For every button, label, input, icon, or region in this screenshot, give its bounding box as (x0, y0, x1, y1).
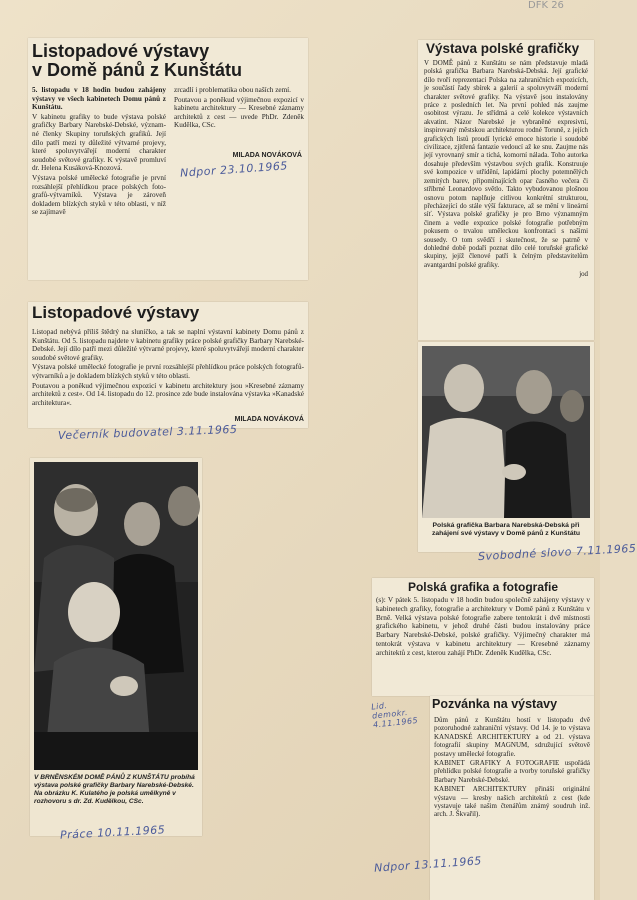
clip3-photo (34, 462, 198, 770)
clip2-author: MILADA NOVÁKOVÁ (234, 416, 304, 423)
clip1-column-2 (174, 86, 304, 162)
clipping-photo-prace (30, 458, 202, 836)
clip4-p1: V DOMĚ pánů z Kunštátu se nám představuje mladá polská grafička Barbara Narebská-Debská. Její grafické dílo tvoří reprezentaci Polska na zahraničních expozicích, je součástí řady sbírek a galerií a spoluvytváří moderní charakter světové grafiky. Na výstavě jsou instalovány práce z posledních let. Na první pohled nás zaujme osobitost výrazu. Je střídmá a celé kolekce výstavních akvatint. Názor Narebské je vybraněné expresivní, inspirovaný městskou architekturou rodné Toruně, z jejích grafických listů proudí lyrické emoce historie i soudobé civilizace, zjitřená fantazie vedoucí až ke snu. Zaujme nás její vyrovnaný smír a tichá, komorní nálada. Toho autorka dosahuje především výstavbou svých grafik. Konstruuje své kompozice v utřídění, lapidární plochy potemnělých zemitých barev, připomínajících opar časného večera či stříbrné Leonardovo světlo. Takto vybudovanou plošnou osnovu potom naplňuje citlivou konkrétní strukturou, přecházející do stále výší fakturace, až se mění v lineární síť. Výstava polské grafičky je pro Brno významným činem a vedle expozice polské fotografie potřebným pokusem o trvalou uměleckou konfrontaci s našimi sousedy. O tom svědčí i skutečnost, že se patrně v dohledné době podaří poznat dílo celé toruňské grafické skupiny, jejíž členové patří k čelným představitelům avantgardní polské grafiky. (424, 60, 588, 269)
clip1-headline-line2: v Domě pánů z Kunštátu (32, 59, 243, 80)
clip5-handnote: Lid. demokr. 4.11.1965 (370, 700, 419, 730)
clip3-photo-image (34, 462, 198, 770)
clip6-p1: Dům pánů z Kunštátu hostí v listopadu dvě pozoruhodné zahraniční výstavy. Od 14. je to výstava KANADSKÉ ARCHITEKTURY a od 21. výstava fotografií skupiny MAGNUM, sdružující světově postavy umělecké fotografie. (434, 716, 590, 758)
clipping-photo-svobodne-slovo (418, 342, 594, 552)
clip6-p2: KABINET GRAFIKY A FOTOGRAFIE uspořádá přehlídku polské fotografie a tvorby toruňské grafičky Barbary Narebské-Debské. (434, 759, 590, 784)
clipping-listopadove-vystavy-2 (28, 302, 308, 428)
clip4-signature: jod (579, 271, 588, 279)
clip1-headline-line1: Listopadové výstavy (32, 41, 210, 61)
clipping-vystava-polske-graficky (418, 40, 594, 340)
clip1-author: MILADA NOVÁKOVÁ (232, 152, 302, 159)
clip4-headline: Výstava polské grafičky (426, 41, 580, 56)
clipping-pozvanka-na-vystavy (430, 696, 594, 900)
clip2-handnote: Večerník budovatel 3.11.1965 (57, 422, 238, 443)
clip1-col1-p1: 5. listopadu v 18 hodin budou zahájeny výstavy ve všech kabinetech Domu pánů z Kunštátu. (32, 86, 166, 112)
clip2-headline: Listopadové výstavy (32, 303, 200, 322)
clip2-body (32, 328, 304, 416)
clip2-p3: Poutavou a poněkud výjimečnou expozicí v kabinetu architektury jsou »Kresebné záznamy architektů z cest«. Od 14. listopadu do 12. prosince zde bude instalována výstavka »Kanadské architektura«. (32, 381, 304, 407)
clip4-photo (422, 346, 590, 518)
clip4-body (424, 60, 588, 338)
clip1-col2-p1: zrcadlí i problematika obou naších zemí. (174, 86, 291, 94)
clip1-column-1 (32, 86, 166, 276)
clip2-p1: Listopad nebývá příliš štědrý na sluníčko, a tak se naplní výstavní kabinety Domu pánů z Kunštátu. Od 5. listopadu najdete v kabinetu grafiky práce polské grafičky Barbary Narebské-Debské. Její dílo patří mezi důležité výtvarné projevy, které spoluvytvářejí moderní charakter soudobé světové grafiky. (32, 328, 304, 362)
clip1-col1-p2: V kabinetu grafiky to bude výstava polské grafičky Barbary Narebské-Debské, významné členky Skupiny toruňských grafiků. Její dílo patří mezi ty důležité výtvarné projevy, které spoluvytvářejí moderní charakter soudobé světové grafiky. K výstavě promluví dr. Helena Kusáková-Knozová. (32, 112, 166, 173)
clip6-body (434, 716, 590, 900)
clip3-caption: V BRNĚNSKÉM DOMĚ PÁNŮ Z KUNŠTÁTU probíhá výstava polské grafičky Barbary Narebské-Debské. Na obrázku K. Kulatého je polská umělkyně v rozhovoru s dr. Zd. Kudělkou, CSc. (34, 774, 195, 805)
clip1-headline (32, 42, 242, 80)
clip4-photo-image (422, 346, 590, 518)
clip4-handnote: Svobodné slovo 7.11.1965 (477, 541, 637, 564)
clip6-headline: Pozvánka na výstavy (432, 697, 558, 711)
clip6-p3: KABINET ARCHITEKTURY přináší originální výstavu — kresby našich architektů z cest (kde vystavuje také našim čtenářům známý soudruh inž. arch. J. Škvařil). (434, 785, 590, 819)
clip4-caption: Polská grafička Barbara Narebská-Debská při zahájení své výstavy v Domě pánů z Kunštátu (431, 522, 581, 537)
clipping-polska-grafika-fotografie (372, 578, 594, 696)
clip3-handnote: Práce 10.11.1965 (59, 823, 166, 842)
corner-mark: DFK 26 (528, 0, 564, 11)
clip1-handnote: Ndpor 23.10.1965 (179, 159, 289, 180)
clip1-col1-p3: Výstava polské umělecké fotografie je první rozsáhlejší přehlídkou prace polských fotografů-výtvarníků. Výstava je zároveň dokladem blízkých styků v této oblasti, v níž se zajímavě (32, 173, 166, 217)
clipping-listopadove-vystavy-1 (28, 38, 308, 280)
clip2-p2: Výstava polské umělecké fotografie je první rozsáhlejší přehlídkou práce polských fotografů-výtvarníků a je dokladem blízkých styků v této oblasti. (32, 363, 304, 380)
clip5-body: (s): V pátek 5. listopadu v 18 hodin budou společně zahájeny výstavy v kabinetech grafiky, fotografie a architektury v Domě pánů z Kunštátu v Brně. Velká výstava polské fotografie zabere tentokrát i dvě místnosti grafického kabinetu, v jehož druhé části budou instalovány práce Barbary Narebské-Debské, polské grafičky. Výjimečný charakter má tentokrát výstava v kabinetu architektury — Kresebné záznamy architektů z cest, kterou zahájí PhDr. Zdeněk Kudělka, CSc. (376, 595, 590, 657)
clip1-col2-p2: Poutavou a poněkud výjimečnou expozicí v kabinetu architektury — Kresebné záznamy architektů z cest — uvede PhDr. Zdeněk Kudělka, CSc. (174, 95, 304, 130)
clip5-headline: Polská grafika a fotografie (407, 580, 559, 594)
clip6-handnote: Ndpor 13.11.1965 (373, 854, 483, 875)
